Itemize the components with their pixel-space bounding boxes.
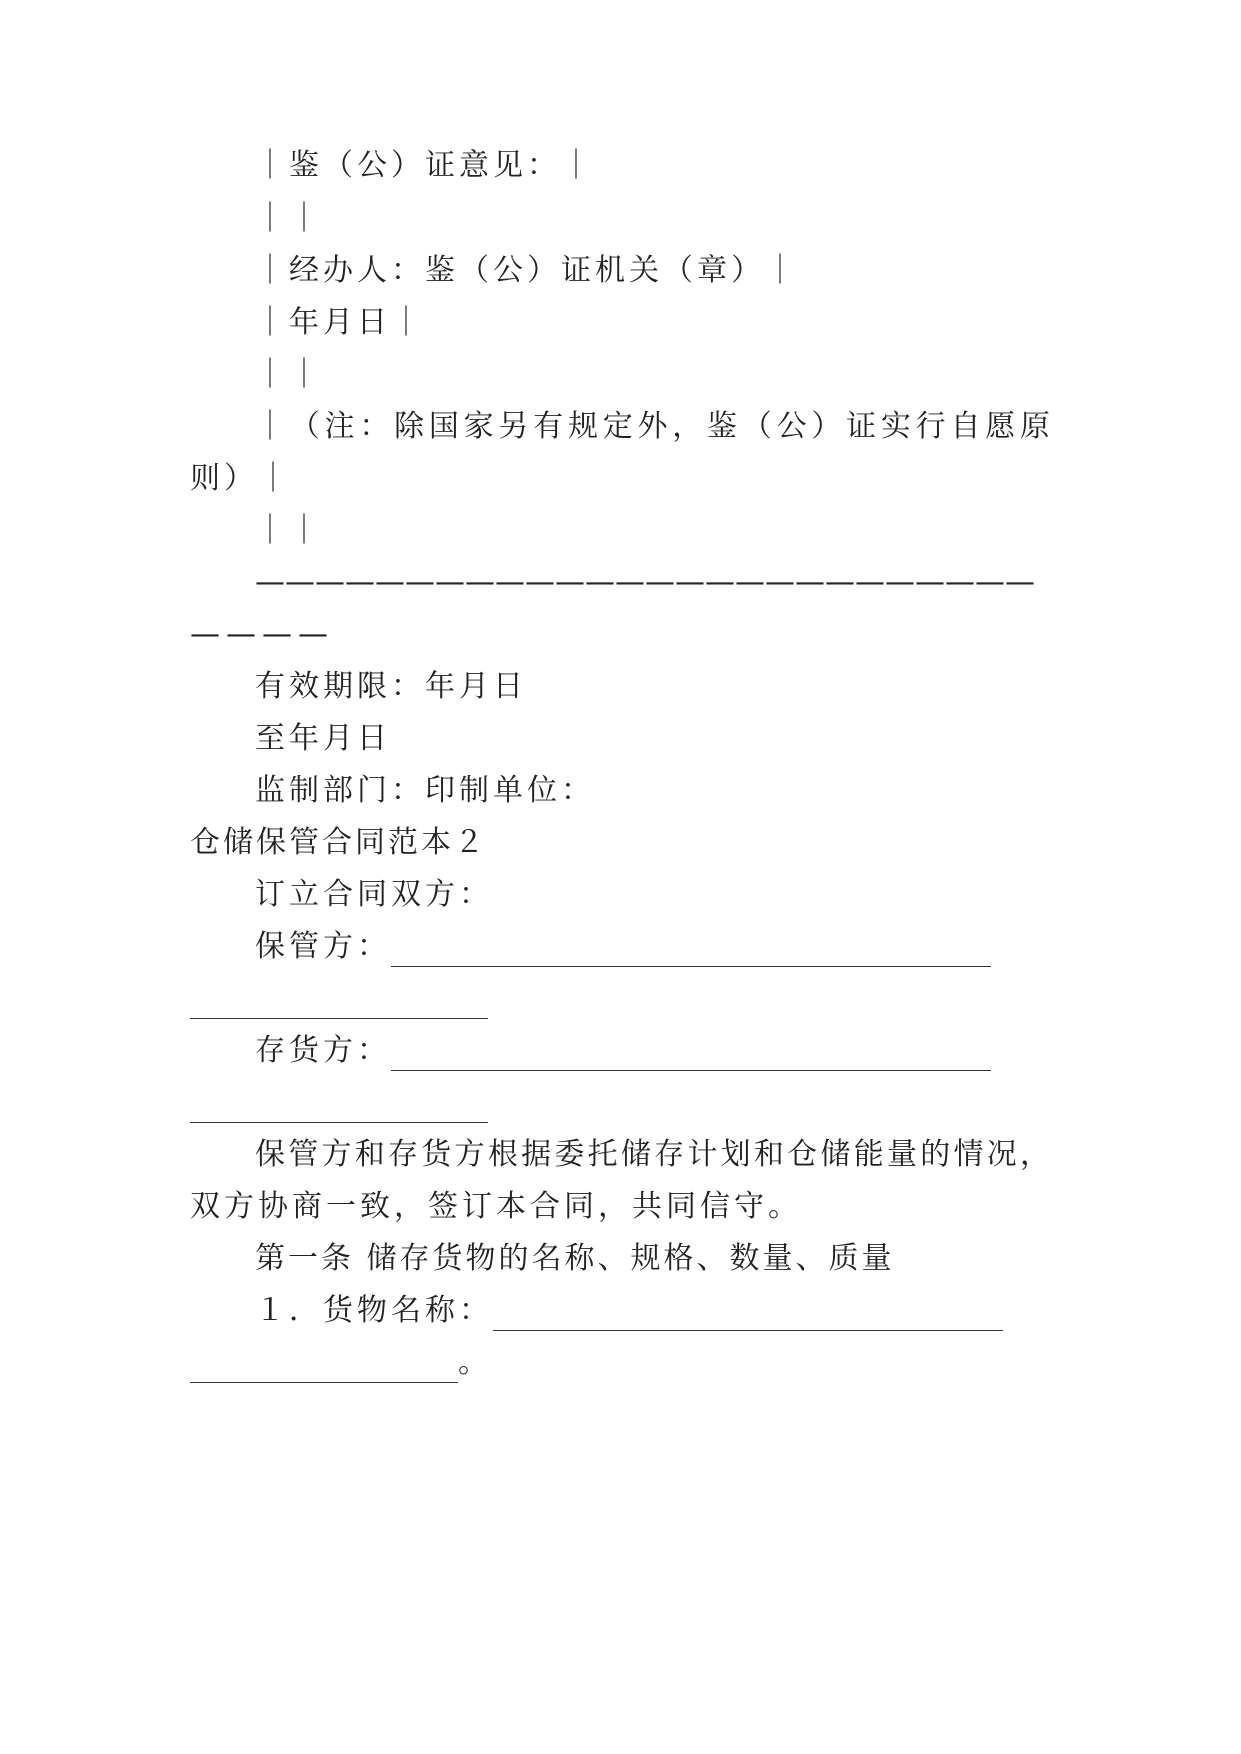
custodian-blank	[391, 934, 991, 967]
paragraph-line: 保管方和存货方根据委托储存计划和仓储能量的情况，	[255, 1137, 1050, 1172]
goods-name-field-continued	[190, 1343, 1050, 1383]
text-line: ｜（注：除国家另有规定外，鉴（公）证实行自愿原	[255, 409, 1050, 444]
period-mark: 。	[458, 1345, 492, 1380]
custodian-field-continued	[190, 979, 1050, 1019]
goods-name-label: １．货物名称：	[255, 1293, 493, 1328]
goods-name-field	[255, 1291, 1050, 1331]
text-line: 则）｜	[190, 461, 292, 496]
custodian-blank	[190, 986, 488, 1019]
text-line: ｜｜	[255, 357, 323, 392]
goods-name-blank	[493, 1298, 1003, 1331]
depositor-blank	[391, 1038, 991, 1071]
validity-period: 有效期限：年月日	[255, 669, 527, 704]
separator-dashes: ——————————————————————————	[255, 565, 1035, 600]
text-line: ｜年月日｜	[255, 305, 425, 340]
text-line: ｜｜	[255, 513, 323, 548]
validity-end: 至年月日	[255, 721, 391, 756]
goods-name-blank	[190, 1350, 458, 1383]
text-line: ｜鉴（公）证意见：｜	[255, 148, 595, 183]
custodian-field	[255, 927, 1050, 967]
article-heading: 第一条 储存货物的名称、规格、数量、质量	[255, 1241, 895, 1276]
text-line: ｜经办人：鉴（公）证机关（章）｜	[255, 253, 799, 288]
separator-dashes: ————	[190, 617, 334, 652]
text-line: 订立合同双方：	[255, 877, 493, 912]
custodian-label: 保管方：	[255, 929, 391, 964]
depositor-field-continued	[190, 1083, 1050, 1123]
depositor-field	[255, 1031, 1050, 1071]
supervision-line: 监制部门：印制单位：	[255, 773, 595, 808]
depositor-label: 存货方：	[255, 1033, 391, 1068]
text-line: ｜｜	[255, 201, 323, 236]
section-title: 仓储保管合同范本２	[190, 825, 487, 860]
depositor-blank	[190, 1090, 488, 1123]
paragraph-line: 双方协商一致，签订本合同，共同信守。	[190, 1189, 802, 1224]
